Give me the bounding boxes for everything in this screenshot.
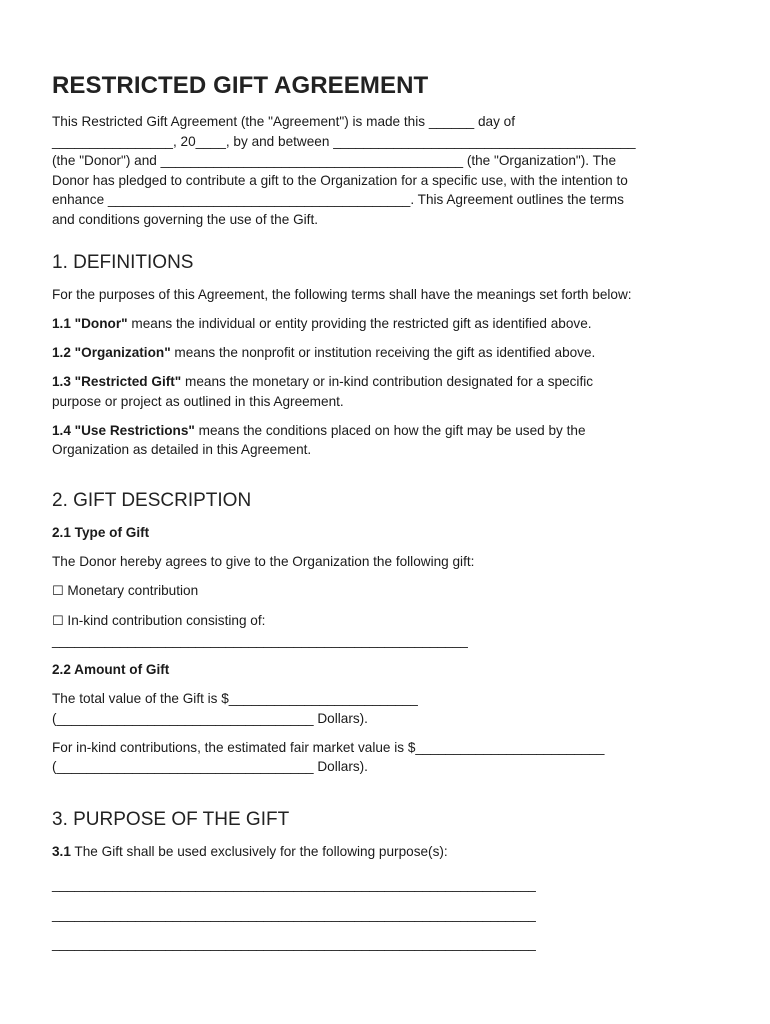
option-in-kind[interactable]: [52, 611, 722, 632]
purpose-blank-line[interactable]: ________________________________________________________________: [52, 877, 536, 892]
definition-donor: [52, 314, 722, 334]
intro-line: (the "Donor") and ________________________________________ (the "Organization"). The: [52, 153, 617, 168]
purpose-blank-line[interactable]: ________________________________________________________________: [52, 906, 536, 922]
option-label: In-kind contribution consisting of:: [63, 612, 266, 628]
clause-text: The Gift shall be used exclusively for the following purpose(s):: [70, 843, 448, 859]
definition-organization: [52, 343, 722, 363]
definition-term: 1.3 "Restricted Gift": [52, 374, 182, 389]
section-heading-definitions: 1. DEFINITIONS: [52, 252, 194, 273]
amount-words-line[interactable]: (__________________________________ Dollars).: [52, 710, 368, 726]
definition-text: means the nonprofit or institution receiving the gift as identified above.: [170, 345, 596, 360]
definitions-lead: For the purposes of this Agreement, the following terms shall have the meanings set forth below:: [52, 287, 632, 302]
subheading-amount-of-gift: 2.2 Amount of Gift: [52, 662, 170, 677]
intro-line: and conditions governing the use of the Gift.: [52, 211, 319, 227]
checkbox-icon[interactable]: ☐: [52, 613, 64, 629]
document-body: [52, 72, 722, 954]
section-heading-gift-description: 2. GIFT DESCRIPTION: [52, 489, 252, 511]
definition-restricted-gift: [52, 372, 722, 411]
amount-line[interactable]: The total value of the Gift is $_________________________: [52, 691, 418, 706]
definition-line: Organization as detailed in this Agreement.: [52, 442, 312, 457]
purpose-lead: [52, 842, 722, 862]
definition-line: purpose or project as outlined in this Agreement.: [52, 393, 344, 409]
definition-text: means the individual or entity providing the restricted gift as identified above.: [127, 316, 592, 331]
document-title: RESTRICTED GIFT AGREEMENT: [52, 72, 429, 99]
definition-text: means the monetary or in-kind contribution designated for a specific: [181, 374, 594, 389]
fair-market-value-paragraph: [52, 738, 722, 777]
option-monetary[interactable]: [52, 581, 722, 602]
fmv-line[interactable]: For in-kind contributions, the estimated fair market value is $_________________________: [52, 739, 605, 755]
intro-paragraph: [52, 112, 722, 229]
amount-paragraph: [52, 689, 722, 728]
definition-term: 1.1 "Donor": [52, 316, 128, 331]
definition-use-restrictions: [52, 421, 722, 460]
intro-line: enhance ________________________________________. This Agreement outlines the terms: [52, 192, 624, 207]
definition-term: 1.4 "Use Restrictions": [52, 422, 195, 438]
purpose-blank-line[interactable]: ________________________________________________________________: [52, 936, 536, 951]
in-kind-blank-line[interactable]: _______________________________________________________: [52, 633, 468, 648]
clause-number: 3.1: [52, 843, 71, 859]
section-heading-purpose: 3. PURPOSE OF THE GIFT: [52, 808, 290, 830]
definition-line: [52, 421, 722, 441]
type-lead: The Donor hereby agrees to give to the Organization the following gift:: [52, 553, 475, 569]
checkbox-icon[interactable]: ☐: [52, 583, 64, 599]
definition-line: [52, 372, 722, 392]
definition-term: 1.2 "Organization": [52, 345, 171, 360]
subheading-type-of-gift: 2.1 Type of Gift: [52, 524, 150, 540]
intro-line: This Restricted Gift Agreement (the "Agreement") is made this ______ day of: [52, 114, 515, 129]
option-label: Monetary contribution: [63, 582, 199, 598]
intro-line: Donor has pledged to contribute a gift to the Organization for a specific use, with the intention to: [52, 172, 628, 188]
fmv-words-line[interactable]: (__________________________________ Dollars).: [52, 759, 368, 774]
intro-line: ________________, 20____, by and between ________________________________________: [52, 133, 636, 149]
definition-text: means the conditions placed on how the gift may be used by the: [194, 422, 586, 438]
